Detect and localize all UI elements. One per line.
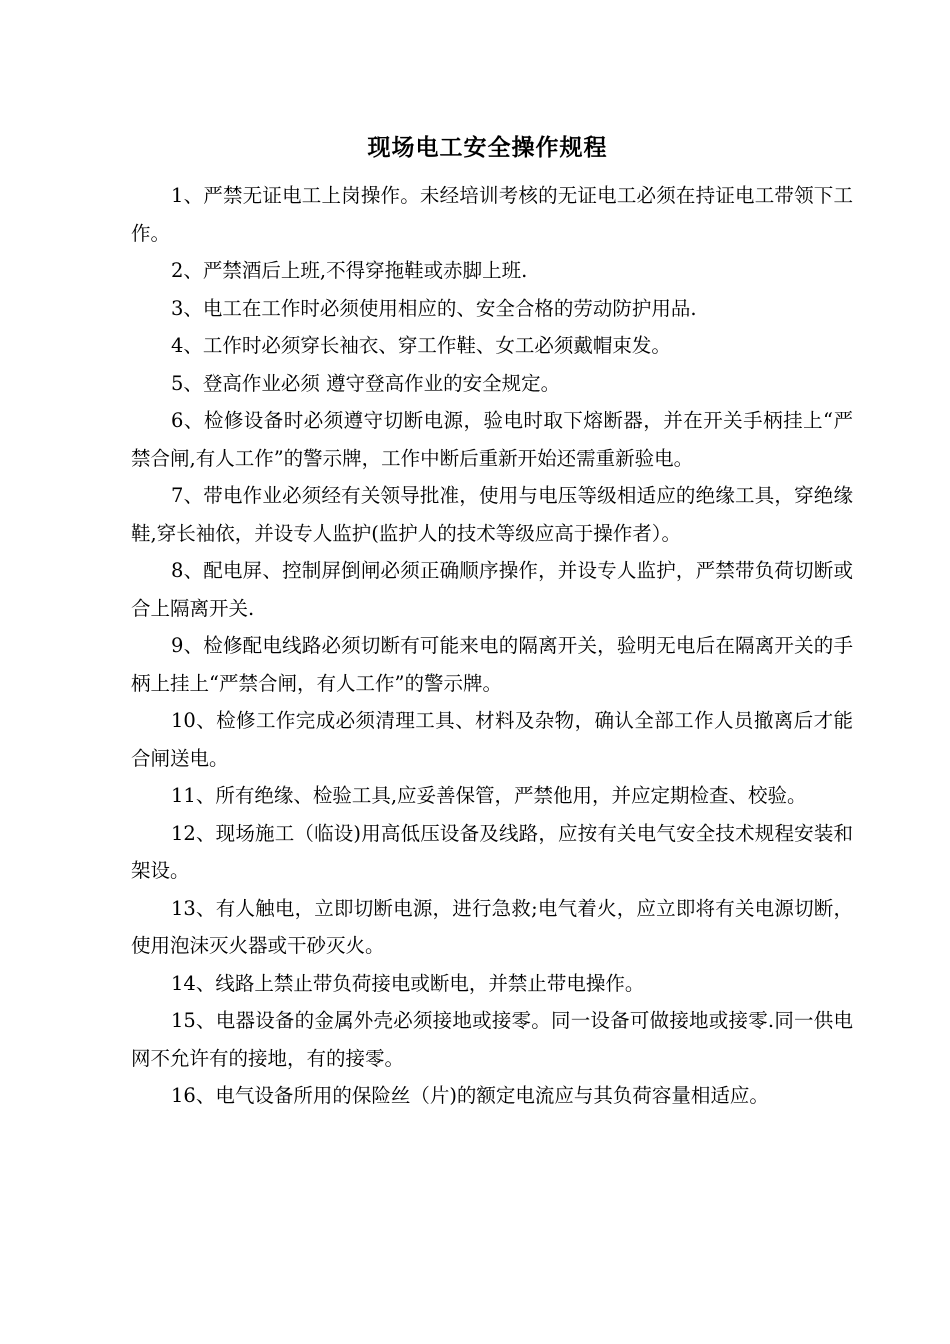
rule-item: 5、登高作业必须 遵守登高作业的安全规定。 xyxy=(171,371,561,395)
rule-item: 8、配电屏、控制屏倒闸必须正确顺序操作，并设专人监护，严禁带负荷切断或合上隔离开关. xyxy=(131,559,853,620)
rule-item: 7、带电作业必须经有关领导批准，使用与电压等级相适应的绝缘工具，穿绝缘鞋,穿长袖依，并设专人监护(监护人的技术等级应高于操作者）。 xyxy=(131,484,853,545)
rule-item: 13、有人触电，立即切断电源，进行急救;电气着火，应立即将有关电源切断，使用泡沫灭火器或干砂灭火。 xyxy=(131,896,853,957)
document-title: 现场电工安全操作规程 xyxy=(367,134,608,161)
rule-item: 3、电工在工作时必须使用相应的、安全合格的劳动防护用品. xyxy=(171,296,697,320)
rule-item: 11、所有绝缘、检验工具,应妥善保管，严禁他用，并应定期检查、校验。 xyxy=(171,784,807,807)
rule-item: 12、现场施工（临设)用高低压设备及线路，应按有关电气安全技术规程安装和架设。 xyxy=(131,821,853,882)
rule-item: 9、检修配电线路必须切断有可能来电的隔离开关，验明无电后在隔离开关的手柄上挂上“严禁合闸，有人工作”的警示牌。 xyxy=(131,634,853,695)
rule-item: 10、检修工作完成必须清理工具、材料及杂物，确认全部工作人员撤离后才能合闸送电。 xyxy=(131,709,853,770)
rule-item: 4、工作时必须穿长袖衣、穿工作鞋、女工必须戴帽束发。 xyxy=(171,334,671,357)
rule-item: 1、严禁无证电工上岗操作。未经培训考核的无证电工必须在持证电工带领下工作。 xyxy=(131,184,853,245)
rule-item: 16、电气设备所用的保险丝（片)的额定电流应与其负荷容量相适应。 xyxy=(171,1084,769,1107)
rule-item: 6、检修设备时必须遵守切断电源，验电时取下熔断器，并在开关手柄挂上“严禁合闸,有人工作”的警示牌，工作中断后重新开始还需重新验电。 xyxy=(131,409,853,470)
rule-item: 15、电器设备的金属外壳必须接地或接零。同一设备可做接地或接零.同一供电网不允许有的接地，有的接零。 xyxy=(131,1009,853,1070)
rule-item: 14、线路上禁止带负荷接电或断电，并禁止带电操作。 xyxy=(171,971,645,995)
rules-list xyxy=(131,177,853,1115)
rule-item: 2、严禁酒后上班,不得穿拖鞋或赤脚上班. xyxy=(171,259,528,282)
